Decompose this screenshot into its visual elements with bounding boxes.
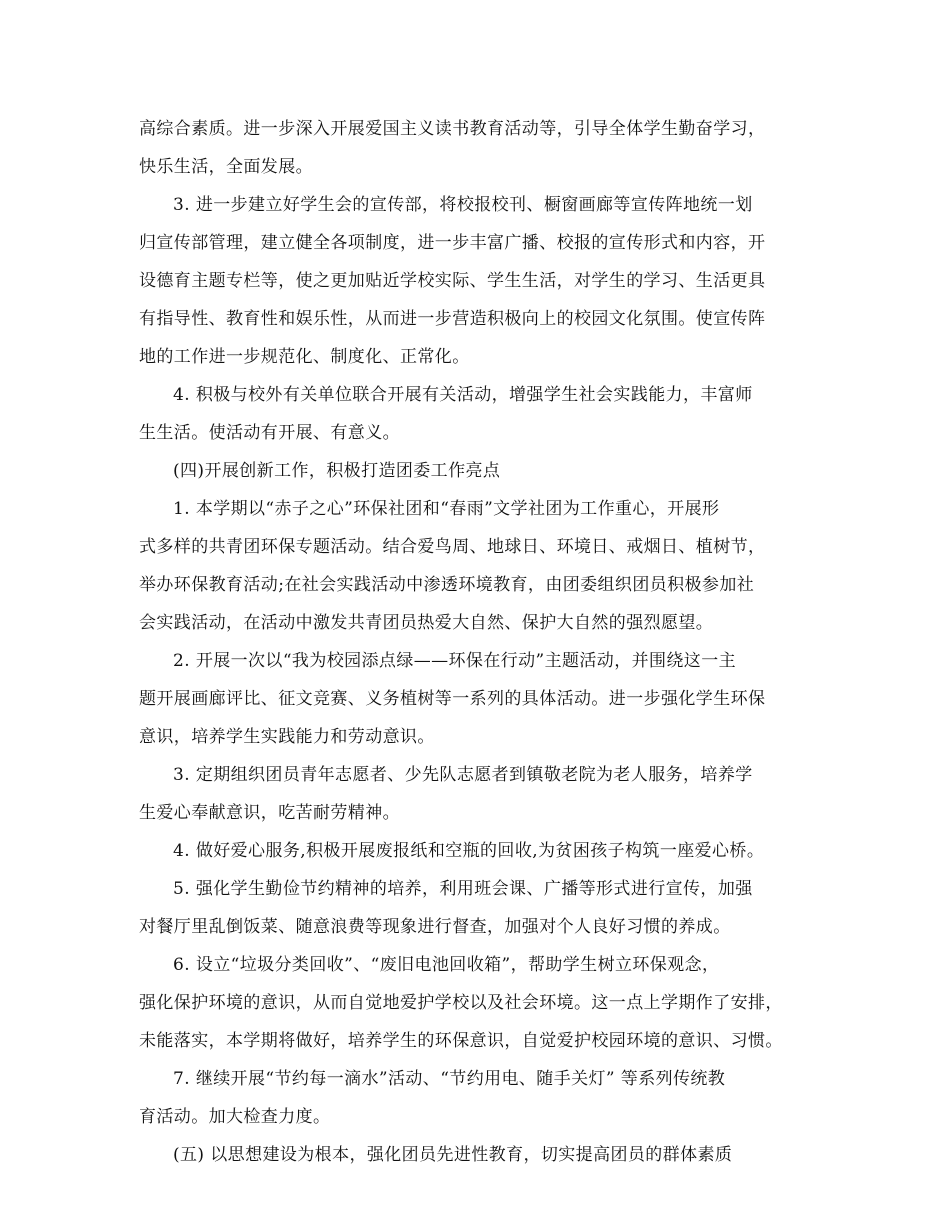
text-line: 题开展画廊评比、征文竞赛、义务植树等一系列的具体活动。进一步强化学生环保 bbox=[139, 689, 766, 709]
text-line: 4. 积极与校外有关单位联合开展有关活动，增强学生社会实践能力，丰富师 bbox=[173, 385, 753, 405]
text-line: 育活动。加大检查力度。 bbox=[139, 1107, 331, 1127]
text-line: 高综合素质。进一步深入开展爱国主义读书教育活动等，引导全体学生勤奋学习， bbox=[139, 119, 766, 139]
text-line: 未能落实，本学期将做好，培养学生的环保意识，自觉爱护校园环境的意识、习惯。 bbox=[139, 1031, 783, 1051]
text-line: 1. 本学期以“赤子之心”环保社团和“春雨”文学社团为工作重心，开展形 bbox=[173, 499, 720, 519]
text-line: 地的工作进一步规范化、制度化、正常化。 bbox=[139, 347, 470, 367]
text-line: 6. 设立“垃圾分类回收”、“废旧电池回收箱”，帮助学生树立环保观念， bbox=[173, 955, 720, 975]
section-heading: (四)开展创新工作，积极打造团委工作亮点 bbox=[173, 461, 501, 481]
text-line: 式多样的共青团环保专题活动。结合爱鸟周、地球日、环境日、戒烟日、植树节， bbox=[139, 537, 766, 557]
text-line: 4. 做好爱心服务,积极开展废报纸和空瓶的回收,为贫困孩子构筑一座爱心桥。 bbox=[173, 841, 765, 861]
text-line: 意识，培养学生实践能力和劳动意识。 bbox=[139, 727, 435, 747]
text-line: 举办环保教育活动;在社会实践活动中渗透环境教育，由团委组织团员积极参加社 bbox=[139, 575, 755, 595]
text-line: 设德育主题专栏等，使之更加贴近学校实际、学生生活，对学生的学习、生活更具 bbox=[139, 271, 766, 291]
text-line: 2. 开展一次以“我为校园添点绿——环保在行动”主题活动，并围绕这一主 bbox=[173, 651, 737, 671]
text-line: 有指导性、教育性和娱乐性，从而进一步营造积极向上的校园文化氛围。使宣传阵 bbox=[139, 309, 766, 329]
text-line: 生爱心奉献意识，吃苦耐劳精神。 bbox=[139, 803, 400, 823]
text-line: 生生活。使活动有开展、有意义。 bbox=[139, 423, 400, 443]
text-line: 对餐厅里乱倒饭菜、随意浪费等现象进行督查，加强对个人良好习惯的养成。 bbox=[139, 917, 731, 937]
text-line: 3. 定期组织团员青年志愿者、少先队志愿者到镇敬老院为老人服务，培养学 bbox=[173, 765, 753, 785]
text-line: 5. 强化学生勤俭节约精神的培养，利用班会课、广播等形式进行宣传，加强 bbox=[173, 879, 753, 899]
text-line: 快乐生活，全面发展。 bbox=[139, 157, 313, 177]
section-heading: (五) 以思想建设为根本，强化团员先进性教育，切实提高团员的群体素质 bbox=[173, 1145, 733, 1165]
text-line: 归宣传部管理，建立健全各项制度，进一步丰富广播、校报的宣传形式和内容，开 bbox=[139, 233, 766, 253]
text-line: 3. 进一步建立好学生会的宣传部，将校报校刊、橱窗画廊等宣传阵地统一划 bbox=[173, 195, 753, 215]
text-line: 会实践活动，在活动中激发共青团员热爱大自然、保护大自然的强烈愿望。 bbox=[139, 613, 714, 633]
text-line: 强化保护环境的意识，从而自觉地爱护学校以及社会环境。这一点上学期作了安排， bbox=[139, 993, 783, 1013]
text-line: 7. 继续开展“节约每一滴水”活动、“节约用电、随手关灯” 等系列传统教 bbox=[173, 1069, 726, 1089]
